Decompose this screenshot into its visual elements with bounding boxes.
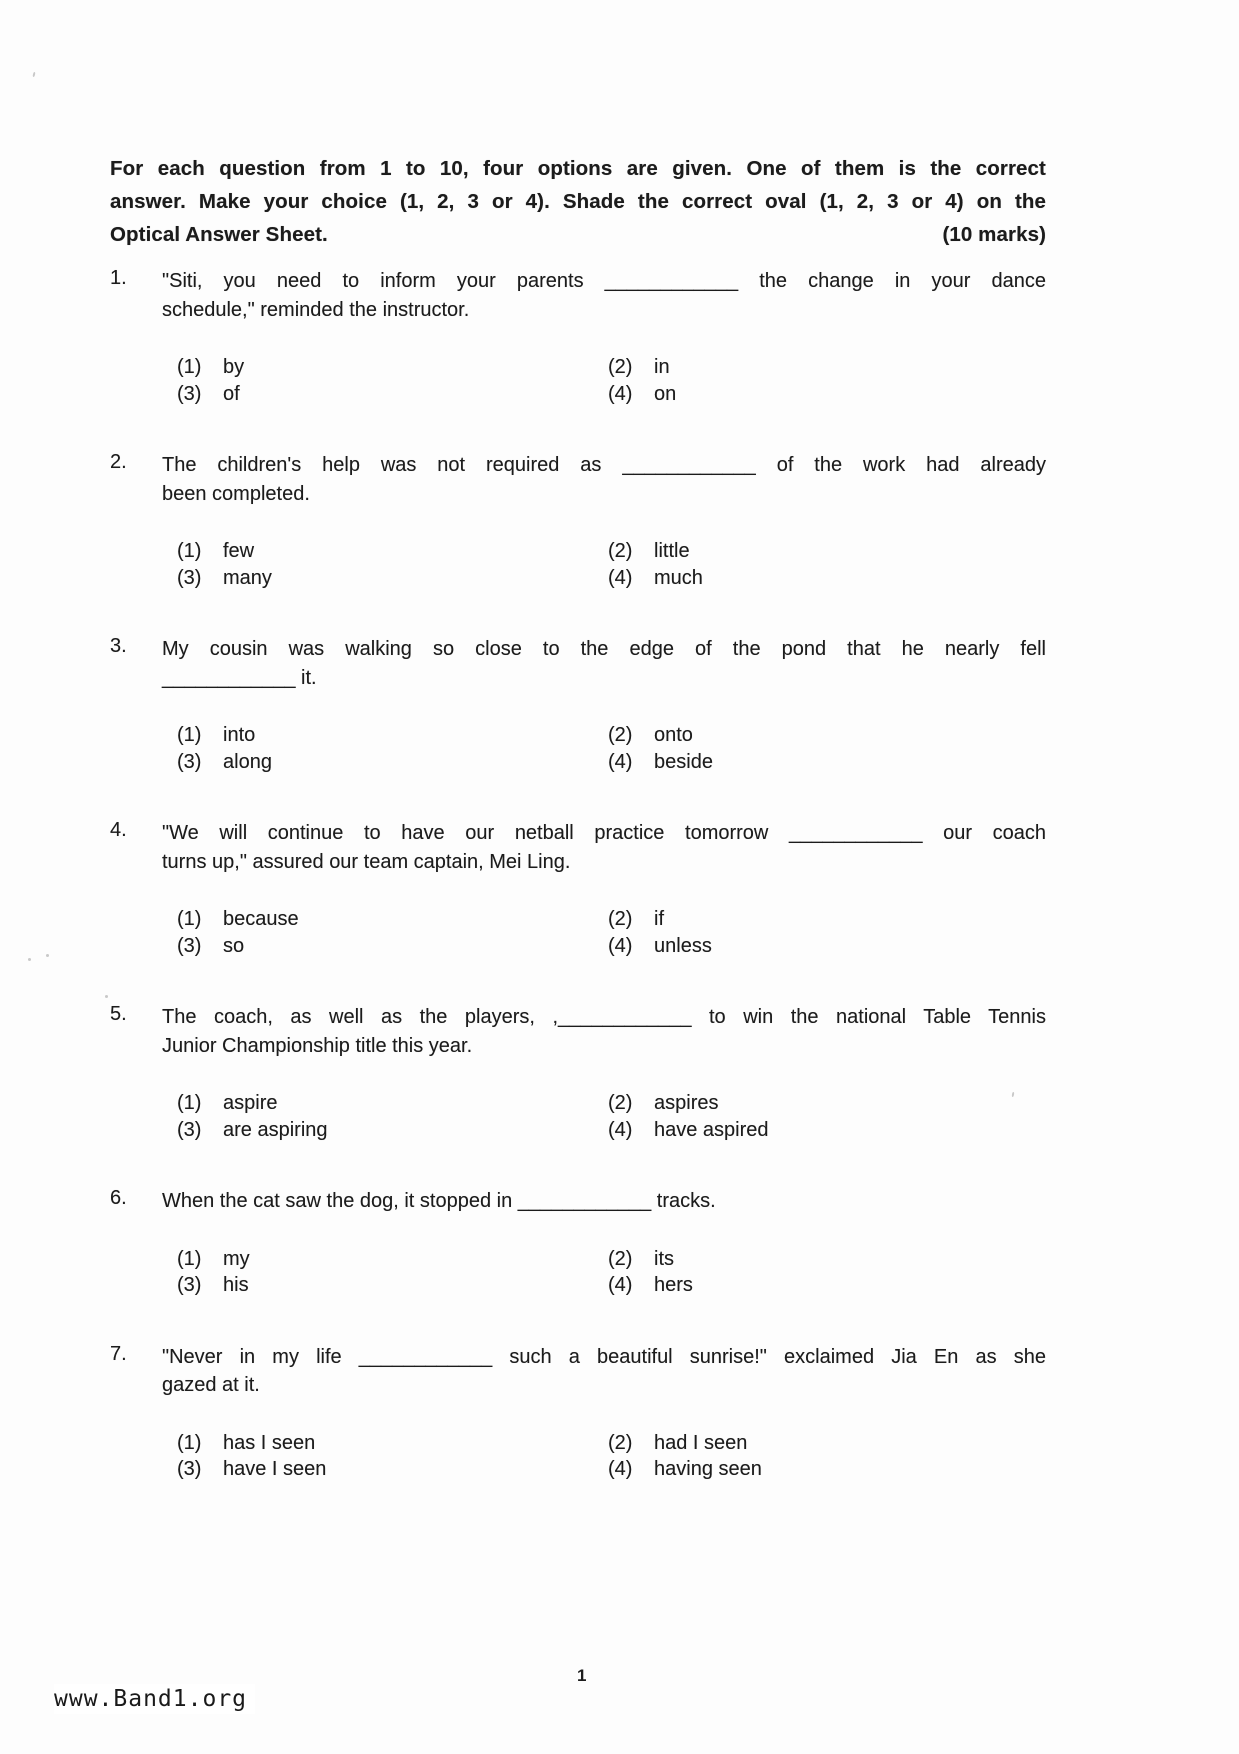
option-label: are aspiring xyxy=(223,1118,328,1141)
scan-artifact xyxy=(46,954,49,957)
question-2 xyxy=(110,451,1046,591)
stem-line: The coach, as well as the players, ,____________ to win the national Table Tennis xyxy=(162,1006,1046,1028)
options xyxy=(177,1246,1046,1299)
option-label: had I seen xyxy=(654,1431,748,1454)
option-label: little xyxy=(654,540,690,562)
question-number: 7. xyxy=(110,1342,127,1365)
marks-label: (10 marks) xyxy=(942,223,1046,246)
option-label: along xyxy=(223,750,272,773)
option-number: (3) xyxy=(177,382,202,405)
options xyxy=(177,1430,1046,1483)
option-number: (4) xyxy=(608,750,633,773)
stem-line: The children's help was not required as ____________ of the work had already xyxy=(162,454,1046,476)
option-label: aspires xyxy=(654,1092,719,1114)
instructions-line: answer. Make your choice (1, 2, 3 or 4). Shade the correct oval (1, 2, 3 or 4) on the xyxy=(110,190,1046,213)
stem-line: Junior Championship title this year. xyxy=(162,1034,473,1057)
question-stem xyxy=(162,819,1046,876)
question-stem xyxy=(162,635,1046,692)
option-number: (2) xyxy=(608,540,633,562)
scan-artifact xyxy=(105,995,108,998)
exam-content xyxy=(110,152,1046,1527)
question-1 xyxy=(110,267,1046,407)
option-label: many xyxy=(223,566,272,589)
stem-line: turns up," assured our team captain, Mei Ling. xyxy=(162,850,571,873)
page-number: 1 xyxy=(577,1666,587,1685)
watermark-url: www.Band1.org xyxy=(54,1684,255,1714)
options xyxy=(177,1090,1046,1143)
stem-line: gazed at it. xyxy=(162,1374,260,1396)
question-5 xyxy=(110,1003,1046,1143)
question-number: 3. xyxy=(110,635,127,657)
option-label: having seen xyxy=(654,1458,762,1480)
stem-line: When the cat saw the dog, it stopped in ____________ tracks. xyxy=(162,1190,716,1212)
scan-artifact xyxy=(28,958,31,961)
question-list xyxy=(110,267,1046,1483)
stem-line: schedule," reminded the instructor. xyxy=(162,298,470,321)
option-number: (2) xyxy=(608,356,633,378)
option-label: on xyxy=(654,382,677,405)
instructions-block xyxy=(110,152,1046,251)
option-number: (4) xyxy=(608,934,633,957)
options xyxy=(177,906,1046,959)
option-label: his xyxy=(223,1274,249,1296)
question-number: 4. xyxy=(110,819,127,841)
option-number: (3) xyxy=(177,750,202,773)
options xyxy=(177,538,1046,591)
option-label: aspire xyxy=(223,1092,278,1114)
question-number: 1. xyxy=(110,267,127,289)
option-label: onto xyxy=(654,724,693,746)
question-number: 5. xyxy=(110,1003,127,1025)
option-number: (4) xyxy=(608,382,633,405)
option-label: have aspired xyxy=(654,1118,769,1141)
option-number: (3) xyxy=(177,1458,202,1480)
instructions-line: Optical Answer Sheet. xyxy=(110,223,328,246)
option-number: (1) xyxy=(177,540,202,562)
option-label: hers xyxy=(654,1274,693,1296)
stem-line: "Siti, you need to inform your parents ____________ the change in your dance xyxy=(162,270,1046,292)
instructions-line: For each question from 1 to 10, four options are given. One of them is the correct xyxy=(110,157,1046,180)
option-label: have I seen xyxy=(223,1458,327,1480)
question-number: 2. xyxy=(110,451,127,473)
option-label: because xyxy=(223,908,299,930)
question-7 xyxy=(110,1343,1046,1483)
option-number: (2) xyxy=(608,908,633,930)
option-number: (4) xyxy=(608,1118,633,1141)
question-stem xyxy=(162,1187,1046,1216)
option-label: my xyxy=(223,1247,250,1270)
question-4 xyxy=(110,819,1046,959)
option-number: (1) xyxy=(177,1431,202,1454)
option-number: (1) xyxy=(177,908,202,930)
option-label: by xyxy=(223,356,245,378)
question-stem xyxy=(162,1003,1046,1060)
option-number: (4) xyxy=(608,1458,633,1480)
options xyxy=(177,722,1046,775)
option-number: (3) xyxy=(177,934,202,957)
question-stem xyxy=(162,451,1046,508)
stem-line: been completed. xyxy=(162,482,310,505)
option-label: so xyxy=(223,934,245,957)
option-number: (1) xyxy=(177,724,202,746)
option-number: (1) xyxy=(177,1247,202,1270)
option-label: in xyxy=(654,356,670,378)
option-number: (2) xyxy=(608,1092,633,1114)
options xyxy=(177,354,1046,407)
option-label: if xyxy=(654,908,664,930)
option-label: beside xyxy=(654,750,713,773)
option-number: (4) xyxy=(608,566,633,589)
option-number: (2) xyxy=(608,1431,633,1454)
stem-line: "We will continue to have our netball practice tomorrow ____________ our coach xyxy=(162,822,1046,844)
stem-line: My cousin was walking so close to the edge of the pond that he nearly fell xyxy=(162,638,1046,660)
question-3 xyxy=(110,635,1046,775)
option-number: (1) xyxy=(177,1092,202,1114)
option-label: few xyxy=(223,540,255,562)
option-label: of xyxy=(223,382,240,405)
question-stem xyxy=(162,1343,1046,1400)
question-stem xyxy=(162,267,1046,324)
option-number: (1) xyxy=(177,356,202,378)
question-number: 6. xyxy=(110,1187,127,1209)
option-number: (3) xyxy=(177,1274,202,1296)
option-number: (4) xyxy=(608,1274,633,1296)
question-6 xyxy=(110,1187,1046,1299)
scan-artifact xyxy=(32,72,35,77)
stem-line: ____________ it. xyxy=(162,666,317,689)
option-number: (2) xyxy=(608,724,633,746)
option-label: has I seen xyxy=(223,1431,316,1454)
option-number: (2) xyxy=(608,1247,633,1270)
option-number: (3) xyxy=(177,1118,202,1141)
option-label: unless xyxy=(654,934,712,957)
option-label: much xyxy=(654,566,703,589)
option-number: (3) xyxy=(177,566,202,589)
option-label: its xyxy=(654,1247,674,1270)
option-label: into xyxy=(223,724,256,746)
stem-line: "Never in my life ____________ such a beautiful sunrise!" exclaimed Jia En as she xyxy=(162,1345,1046,1368)
